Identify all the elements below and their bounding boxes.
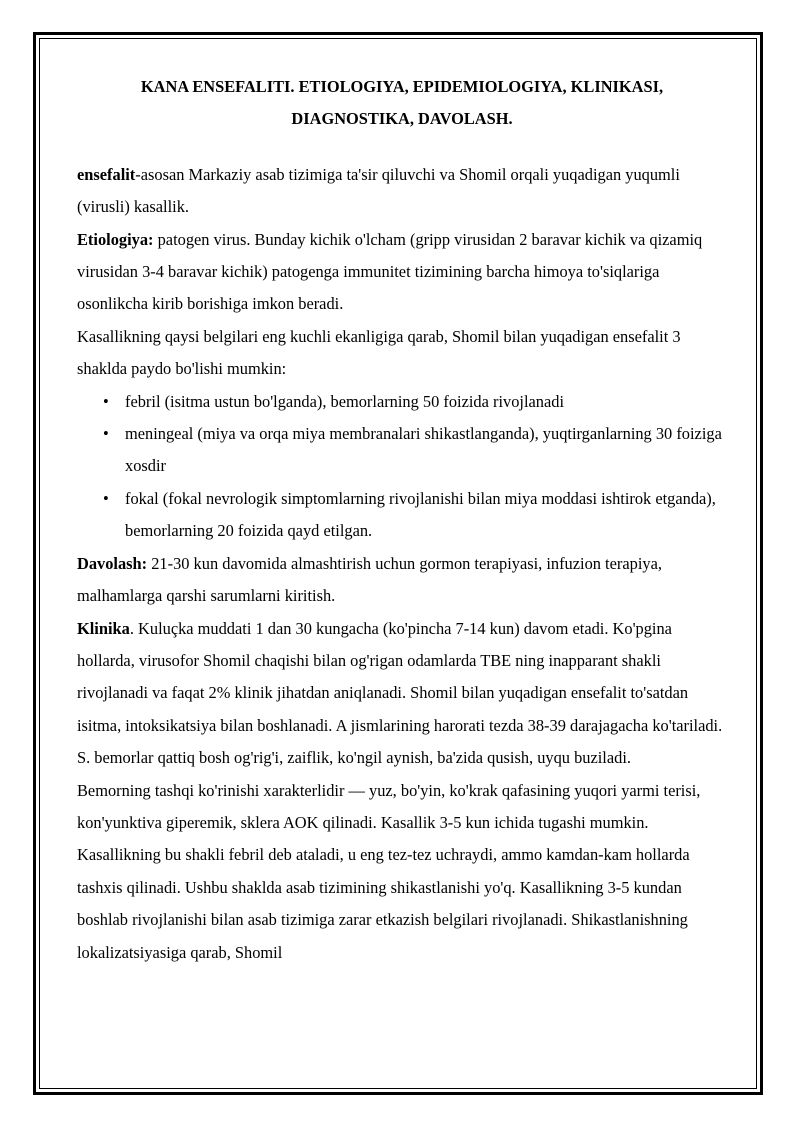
- clinic-text: . Kuluçka muddati 1 dan 30 kungacha (ko'pincha 7-14 kun) davom etadi. Ko'pgina hollarda, virusofor Shomil chaqishi bilan og'rigan odamlarda TBE ning inapparant shakli rivojlanadi va faqat 2% klinik jihatdan aniqlanadi. Shomil bilan yuqadigan ensefalit to'satdan isitma, intoksikatsiya bilan boshlanadi. A jismlarining harorati tezda 38-39 darajagacha ko'tariladi. S. bemorlar qattiq bosh og'rig'i, zaiflik, ko'ngil aynish, ba'zida qusish, uyqu buziladi.: [77, 618, 723, 768]
- etiology-text: patogen virus. Bunday kichik o'lcham (gripp virusidan 2 baravar kichik va qizamiq virusidan 3-4 baravar kichik) patogenga immunitet tizimining barcha himoya to'siqlariga osonlikcha kirib borishiga imkon beradi.: [77, 229, 703, 314]
- treatment-paragraph: [77, 548, 727, 613]
- title-line-2: DIAGNOSTIKA, DAVOLASH.: [291, 109, 513, 129]
- title-line-1: KANA ENSEFALITI. ETIOLOGIYA, EPIDEMIOLOGIYA, KLINIKASI,: [140, 77, 664, 96]
- forms-list: [77, 386, 727, 548]
- intro-paragraph: [77, 159, 727, 224]
- etiology-paragraph: [77, 224, 727, 321]
- document-body: [77, 71, 727, 969]
- forms-intro-paragraph: Kasallikning qaysi belgilari eng kuchli ekanligiga qarab, Shomil bilan yuqadigan ensefalit 3 shaklda paydo bo'lishi mumkin:: [77, 326, 681, 379]
- treatment-label: Davolash:: [77, 553, 148, 573]
- intro-term: ensefalit: [77, 164, 136, 184]
- intro-text: -asosan Markaziy asab tizimiga ta'sir qiluvchi va Shomil orqali yuqadigan yuqumli (virusli) kasallik.: [77, 164, 680, 217]
- clinic-paragraph: [77, 613, 727, 775]
- etiology-label: Etiologiya:: [77, 229, 154, 249]
- page-title: [77, 71, 727, 136]
- treatment-text: 21-30 kun davomida almashtirish uchun gormon terapiyasi, infuzion terapiya, malhamlarga qarshi sarumlarni kiritish.: [77, 553, 662, 606]
- appearance-paragraph: Bemorning tashqi ko'rinishi xarakterlidir — yuz, bo'yin, ko'krak qafasining yuqori yarmi terisi, kon'yunktiva giperemik, sklera AOK qilinadi. Kasallik 3-5 kun ichida tugashi mumkin. Kasallikning bu shakli febril deb ataladi, u eng tez-tez uchraydi, ammo kamdan-kam hollarda tashxis qilinadi. Ushbu shaklda asab tizimining shikastlanishi yo'q. Kasallikning 3-5 kundan boshlab rivojlanishi bilan asab tizimiga zarar etkazish belgilari rivojlanadi. Shikastlanishning lokalizatsiyasiga qarab, Shomil: [77, 780, 701, 962]
- list-item: • fokal (fokal nevrologik simptomlarning rivojlanishi bilan miya moddasi ishtirok etganda), bemorlarning 20 foizida qayd etilgan.: [125, 483, 727, 548]
- clinic-label: Klinika: [77, 618, 130, 638]
- list-item: • febril (isitma ustun bo'lganda), bemorlarning 50 foizida rivojlanadi: [125, 386, 727, 418]
- list-item: • meningeal (miya va orqa miya membranalari shikastlanganda), yuqtirganlarning 30 foiziga xosdir: [125, 418, 727, 483]
